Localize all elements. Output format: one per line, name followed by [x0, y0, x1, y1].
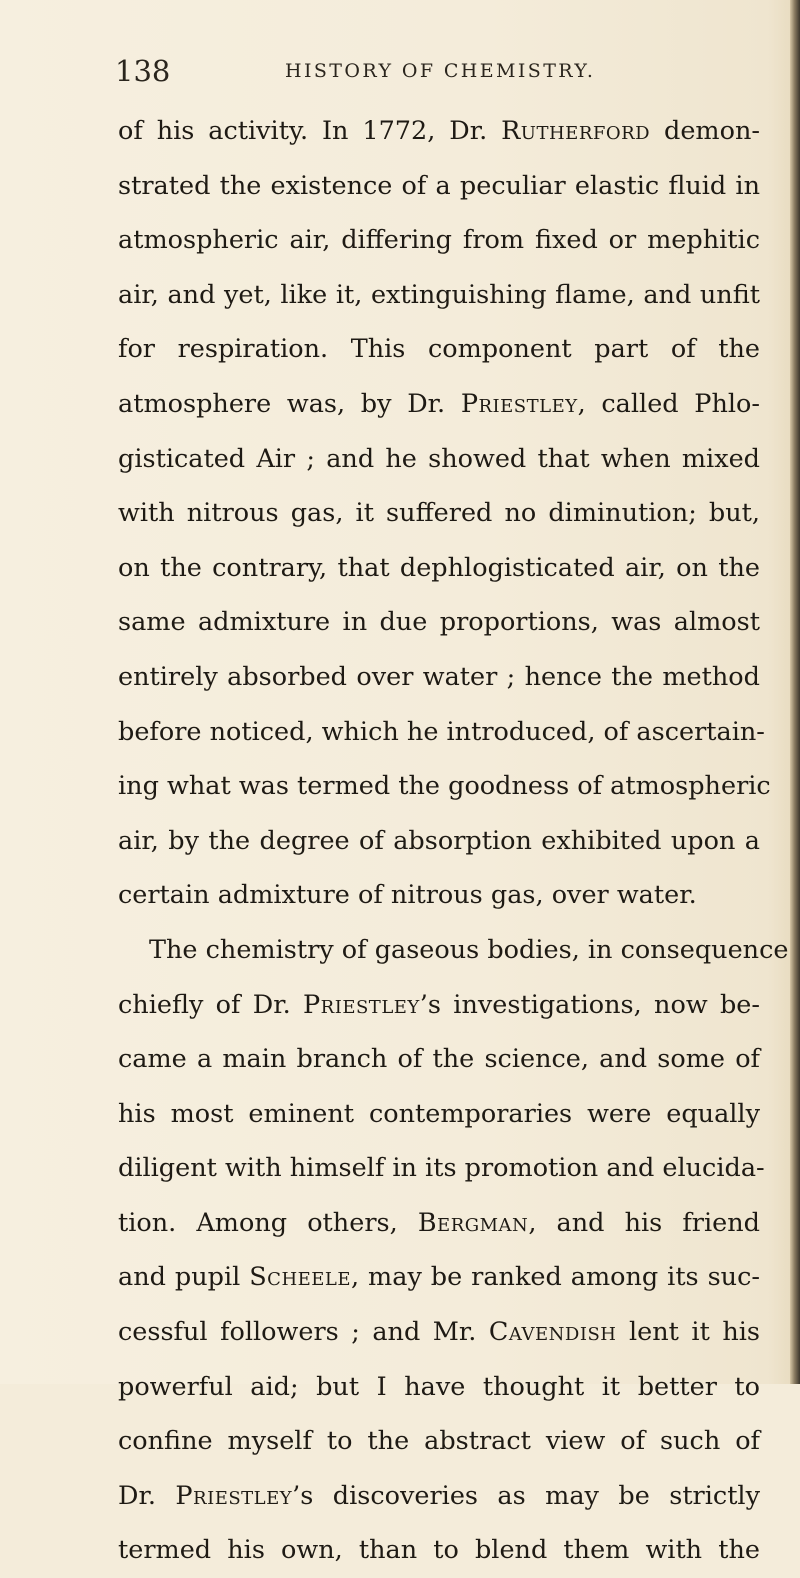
text-line: [118, 1305, 760, 1360]
text-line: [118, 322, 760, 377]
text-line: [118, 759, 771, 814]
text-run: strated the existence of a peculiar elastic fluid in: [118, 170, 760, 201]
text-line: [118, 213, 760, 268]
text-line: [118, 1032, 760, 1087]
text-run: powerful aid; but I have thought it better to: [118, 1371, 760, 1402]
text-run: , may be ranked among its suc-: [351, 1262, 760, 1293]
text-run: came a main branch of the science, and some of: [118, 1044, 760, 1075]
name-small-caps: Priestley: [175, 1480, 293, 1511]
text-line: [118, 104, 760, 159]
text-line: [118, 541, 760, 596]
text-line: [118, 705, 765, 760]
text-run: of his activity. In 1772, Dr.: [118, 116, 502, 146]
text-run: with nitrous gas, it suffered no diminution; but,: [118, 498, 760, 529]
text-run: air, by the degree of absorption exhibited upon a: [118, 825, 760, 856]
text-line: [118, 377, 760, 432]
text-run: chiefly of Dr.: [118, 989, 304, 1020]
name-small-caps: Cavendish: [488, 1317, 617, 1348]
text-line: [118, 1469, 760, 1524]
text-line: [118, 1141, 765, 1196]
text-run: tion. Among others,: [118, 1207, 418, 1238]
page-header: [115, 54, 695, 94]
text-run: and pupil: [118, 1262, 250, 1293]
text-line: [118, 814, 760, 869]
text-line: [118, 159, 760, 214]
text-line: [118, 268, 760, 323]
text-run: ’s investigations, now be-: [419, 989, 760, 1020]
name-small-caps: Bergman: [417, 1207, 529, 1238]
text-line: [118, 595, 760, 650]
text-run: ’s discoveries as may be strictly: [292, 1480, 760, 1511]
text-line: [118, 1196, 760, 1251]
text-run: , and his friend: [528, 1207, 760, 1238]
text-run: before noticed, which he introduced, of ascertain-: [118, 716, 765, 747]
text-run: certain admixture of nitrous gas, over water.: [118, 880, 697, 911]
text-run: The chemistry of gaseous bodies, in consequence: [149, 934, 789, 965]
text-line: [118, 978, 760, 1033]
text-line: [118, 1414, 760, 1469]
running-head: HISTORY OF CHEMISTRY.: [285, 60, 596, 82]
text-line: [118, 1360, 760, 1415]
page-edge-shadow: [790, 0, 800, 1384]
text-run: gisticated Air ; and he showed that when mixed: [118, 443, 760, 474]
text-run: his most eminent contemporaries were equally: [118, 1098, 760, 1129]
text-run: demon-: [650, 116, 760, 146]
text-run: entirely absorbed over water ; hence the method: [118, 661, 760, 692]
text-run: same admixture in due proportions, was almost: [118, 607, 760, 638]
text-line: [118, 1523, 760, 1578]
name-small-caps: Scheele: [249, 1262, 352, 1293]
text-run: on the contrary, that dephlogisticated air, on the: [118, 552, 760, 583]
text-line: [118, 868, 760, 923]
text-line: [118, 923, 789, 978]
text-run: cessful followers ; and Mr.: [118, 1317, 489, 1348]
text-run: , called Phlo-: [577, 388, 761, 419]
text-run: ing what was termed the goodness of atmospheric: [118, 771, 771, 802]
text-line: [118, 1250, 760, 1305]
text-run: air, and yet, like it, extinguishing flame, and unfit: [118, 279, 760, 310]
text-line: [118, 1087, 760, 1142]
text-run: diligent with himself in its promotion and elucida-: [118, 1153, 765, 1184]
text-run: atmosphere was, by Dr.: [118, 388, 461, 419]
name-small-caps: Priestley: [460, 388, 578, 419]
text-line: [118, 486, 760, 541]
text-line: [118, 650, 760, 705]
text-line: [118, 432, 760, 487]
page-number: 138: [115, 54, 171, 88]
body-text: [118, 104, 789, 1578]
text-run: termed his own, than to blend them with the: [118, 1535, 760, 1566]
name-small-caps: Rutherford: [501, 116, 651, 146]
text-run: atmospheric air, differing from fixed or mephitic: [118, 225, 760, 256]
text-run: lent it his: [616, 1317, 760, 1348]
text-run: for respiration. This component part of the: [118, 334, 760, 365]
text-run: Dr.: [118, 1480, 176, 1511]
text-run: confine myself to the abstract view of such of: [118, 1426, 760, 1457]
name-small-caps: Priestley: [303, 989, 420, 1020]
